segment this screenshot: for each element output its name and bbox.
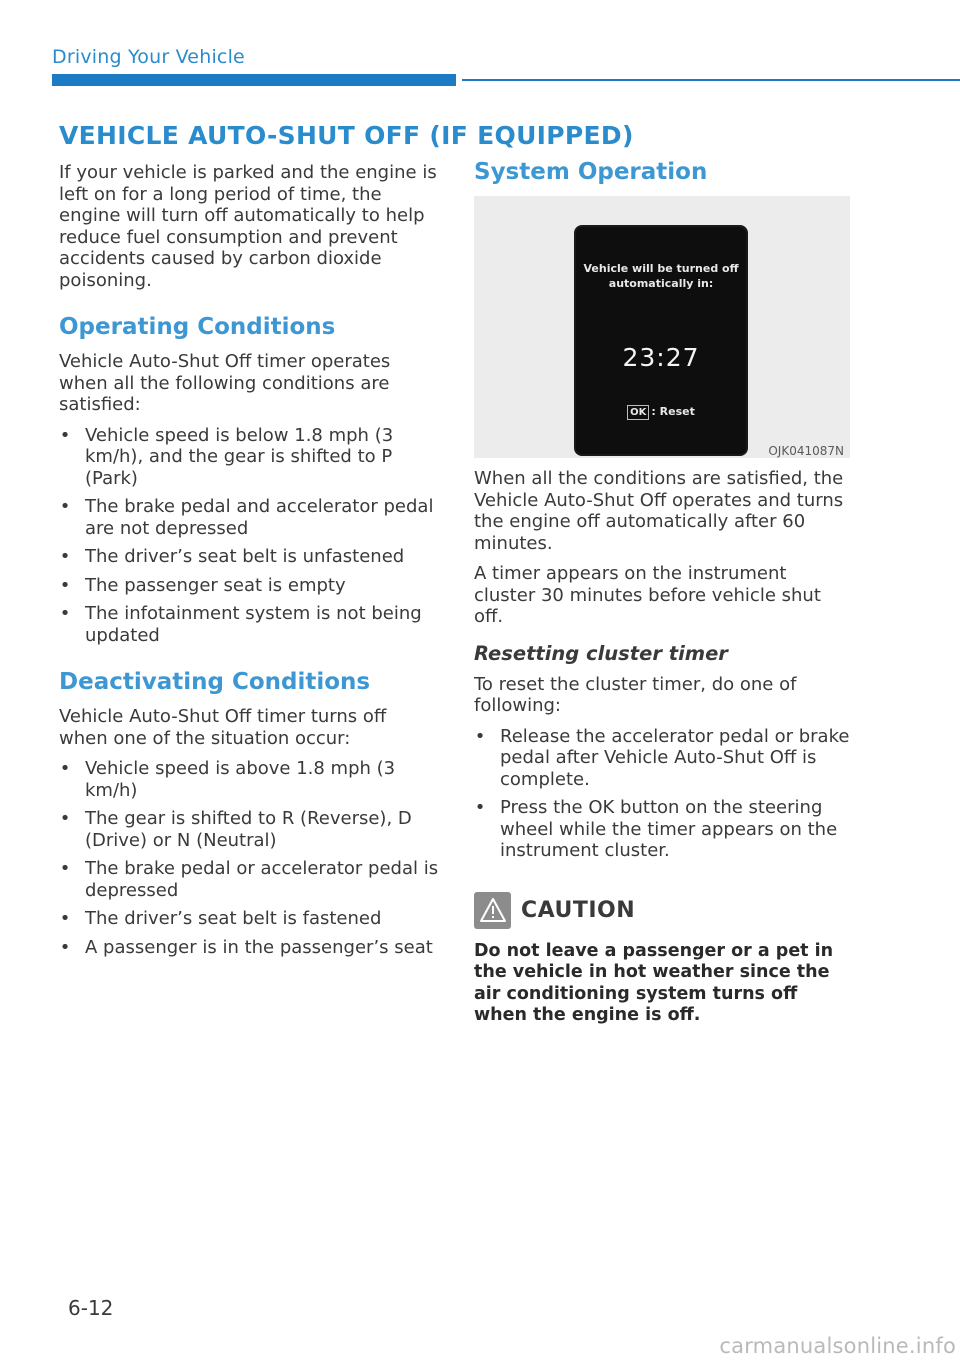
bullet-icon: • <box>59 496 71 517</box>
operating-conditions-intro: Vehicle Auto-Shut Off timer operates when all the following conditions are satisfied: <box>59 351 391 415</box>
bullet-icon: • <box>59 908 71 929</box>
bullet-icon: • <box>59 858 71 879</box>
list-item: • Vehicle speed is above 1.8 mph (3 km/h) <box>59 758 396 801</box>
caution-text: Do not leave a passenger or a pet in the vehicle in hot weather since the air conditioning system turns off when the engine is off. <box>474 940 834 1025</box>
left-column <box>59 162 439 965</box>
system-operation-heading: System Operation <box>474 159 708 185</box>
list-item: • Press the OK button on the steering wheel while the timer appears on the instrument cluster. <box>474 797 838 861</box>
reset-label: : Reset <box>651 405 695 418</box>
cluster-reset-hint <box>576 405 746 420</box>
caution-header <box>474 892 852 929</box>
list-item: • Release the accelerator pedal or brake pedal after Vehicle Auto-Shut Off is complete. <box>474 725 850 790</box>
list-item: • The driver’s seat belt is unfastened <box>59 546 405 567</box>
cluster-timer: 23:27 <box>622 343 700 372</box>
list-item: • The brake pedal or accelerator pedal is depressed <box>59 858 439 901</box>
bullet-icon: • <box>474 725 486 747</box>
deactivating-conditions-list <box>59 758 439 958</box>
bullet-icon: • <box>59 758 71 779</box>
caution-title: CAUTION <box>521 897 636 923</box>
section-title: VEHICLE AUTO-SHUT OFF (IF EQUIPPED) <box>59 121 634 150</box>
list-item: • Vehicle speed is below 1.8 mph (3 km/h), and the gear is shifted to P (Park) <box>59 424 394 489</box>
system-paragraph-2: A timer appears on the instrument cluster 30 minutes before vehicle shut off. <box>474 563 821 627</box>
resetting-timer-list <box>474 726 852 862</box>
system-paragraph-1: When all the conditions are satisfied, the Vehicle Auto-Shut Off operates and turns the engine off automatically after 60 minutes. <box>474 468 844 554</box>
bullet-icon: • <box>59 574 71 596</box>
deactivating-conditions-intro: Vehicle Auto-Shut Off timer turns off when one of the situation occur: <box>59 706 387 749</box>
bullet-icon: • <box>59 424 71 446</box>
cluster-figure <box>474 196 850 458</box>
warning-triangle-icon <box>474 892 511 929</box>
list-item: • The gear is shifted to R (Reverse), D (Drive) or N (Neutral) <box>59 808 412 851</box>
bullet-icon: • <box>59 808 71 829</box>
ok-key-label: OK <box>627 405 649 420</box>
resetting-timer-intro: To reset the cluster timer, do one of following: <box>474 673 797 716</box>
running-header: Driving Your Vehicle <box>52 46 245 68</box>
bullet-icon: • <box>474 797 486 818</box>
intro-paragraph: If your vehicle is parked and the engine is left on for a long period of time, the engine will turn off automatically to help reduce fuel consumption and prevent accidents caused by carbon dioxide poisoning. <box>59 162 437 291</box>
operating-conditions-list <box>59 425 439 647</box>
list-item: • The brake pedal and accelerator pedal are not depressed <box>59 496 434 539</box>
operating-conditions-heading: Operating Conditions <box>59 314 336 340</box>
list-item: • The passenger seat is empty <box>59 574 346 596</box>
header-rule-thick <box>52 74 456 86</box>
resetting-timer-heading: Resetting cluster timer <box>474 641 728 665</box>
right-column <box>474 158 852 1027</box>
figure-code: OJK041087N <box>768 444 844 458</box>
header-rule-thin <box>462 79 960 81</box>
page-number: 6-12 <box>68 1296 114 1320</box>
cluster-message: Vehicle will be turned off automatically in: <box>583 262 739 290</box>
bullet-icon: • <box>59 546 71 567</box>
list-item: • The infotainment system is not being updated <box>59 603 422 646</box>
watermark: carmanualsonline.info <box>719 1334 956 1358</box>
list-item: • A passenger is in the passenger’s seat <box>59 936 433 958</box>
bullet-icon: • <box>59 936 71 958</box>
deactivating-conditions-heading: Deactivating Conditions <box>59 669 371 695</box>
cluster-display <box>576 227 746 454</box>
bullet-icon: • <box>59 603 71 624</box>
list-item: • The driver’s seat belt is fastened <box>59 908 382 929</box>
